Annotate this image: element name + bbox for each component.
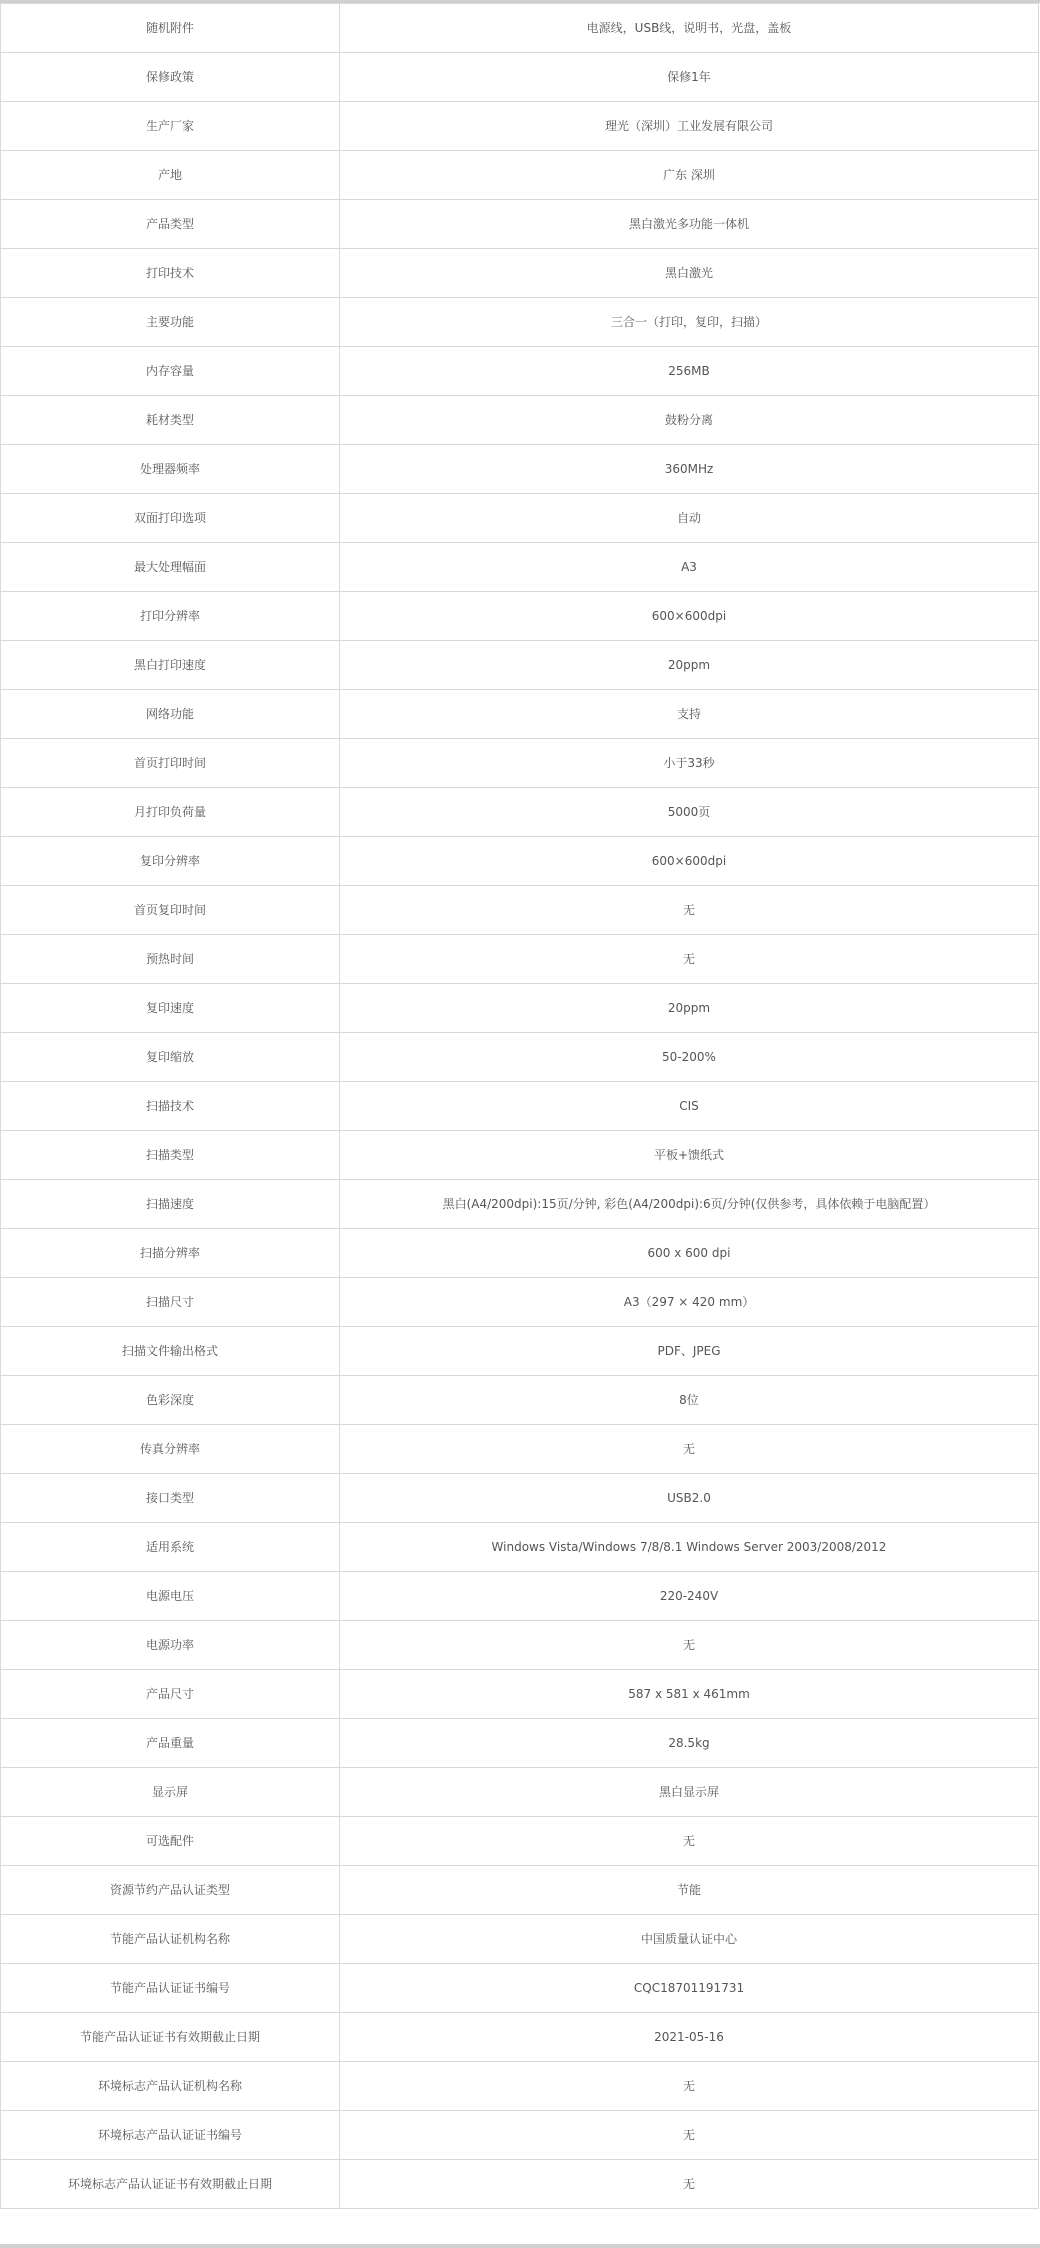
spec-name-cell: 复印速度 — [1, 984, 340, 1033]
spec-name-cell: 扫描技术 — [1, 1082, 340, 1131]
table-row — [1, 1866, 1039, 1915]
spec-name-cell: 最大处理幅面 — [1, 543, 340, 592]
spec-value-cell: 黑白(A4/200dpi):15页/分钟, 彩色(A4/200dpi):6页/分钟(仅供参考，具体依赖于电脑配置） — [340, 1180, 1039, 1229]
table-row — [1, 1572, 1039, 1621]
table-row — [1, 641, 1039, 690]
spec-value-cell: 三合一（打印，复印，扫描） — [340, 298, 1039, 347]
table-row — [1, 1033, 1039, 1082]
table-row — [1, 1180, 1039, 1229]
spec-value-cell: 600 x 600 dpi — [340, 1229, 1039, 1278]
table-row — [1, 1523, 1039, 1572]
table-row — [1, 739, 1039, 788]
spec-name-cell: 产地 — [1, 151, 340, 200]
spec-name-cell: 处理器频率 — [1, 445, 340, 494]
spec-value-cell: 中国质量认证中心 — [340, 1915, 1039, 1964]
spec-name-cell: 显示屏 — [1, 1768, 340, 1817]
table-row — [1, 1817, 1039, 1866]
spec-name-cell: 双面打印选项 — [1, 494, 340, 543]
spec-value-cell: USB2.0 — [340, 1474, 1039, 1523]
spec-value-cell: 黑白显示屏 — [340, 1768, 1039, 1817]
spec-name-cell: 接口类型 — [1, 1474, 340, 1523]
spec-value-cell: A3 — [340, 543, 1039, 592]
table-row — [1, 984, 1039, 1033]
table-row — [1, 2111, 1039, 2160]
spec-name-cell: 节能产品认证证书编号 — [1, 1964, 340, 2013]
spec-name-cell: 打印分辨率 — [1, 592, 340, 641]
spec-name-cell: 可选配件 — [1, 1817, 340, 1866]
spec-value-cell: 587 x 581 x 461mm — [340, 1670, 1039, 1719]
spec-value-cell: 5000页 — [340, 788, 1039, 837]
spec-value-cell: 20ppm — [340, 984, 1039, 1033]
table-row — [1, 53, 1039, 102]
table-row — [1, 102, 1039, 151]
table-row — [1, 837, 1039, 886]
spec-name-cell: 打印技术 — [1, 249, 340, 298]
spec-value-cell: 8位 — [340, 1376, 1039, 1425]
spec-value-cell: CQC18701191731 — [340, 1964, 1039, 2013]
spec-value-cell: 无 — [340, 2111, 1039, 2160]
table-row — [1, 494, 1039, 543]
table-row — [1, 886, 1039, 935]
table-row — [1, 788, 1039, 837]
spec-value-cell: 256MB — [340, 347, 1039, 396]
table-row — [1, 4, 1039, 53]
bottom-border — [0, 2244, 1040, 2248]
table-row — [1, 543, 1039, 592]
spec-value-cell: 28.5kg — [340, 1719, 1039, 1768]
spec-value-cell: 50-200% — [340, 1033, 1039, 1082]
table-row — [1, 445, 1039, 494]
spec-name-cell: 预热时间 — [1, 935, 340, 984]
table-row — [1, 1474, 1039, 1523]
spec-value-cell: 小于33秒 — [340, 739, 1039, 788]
spec-value-cell: 节能 — [340, 1866, 1039, 1915]
spec-table — [0, 3, 1039, 2209]
table-row — [1, 249, 1039, 298]
spec-name-cell: 节能产品认证证书有效期截止日期 — [1, 2013, 340, 2062]
table-row — [1, 2160, 1039, 2209]
spec-value-cell: 电源线，USB线，说明书，光盘，盖板 — [340, 4, 1039, 53]
table-row — [1, 1964, 1039, 2013]
spec-name-cell: 产品尺寸 — [1, 1670, 340, 1719]
spec-name-cell: 耗材类型 — [1, 396, 340, 445]
spec-name-cell: 节能产品认证机构名称 — [1, 1915, 340, 1964]
spec-value-cell: 无 — [340, 2160, 1039, 2209]
spec-value-cell: 无 — [340, 2062, 1039, 2111]
spec-value-cell: 保修1年 — [340, 53, 1039, 102]
table-row — [1, 1915, 1039, 1964]
table-row — [1, 592, 1039, 641]
spec-name-cell: 传真分辨率 — [1, 1425, 340, 1474]
table-row — [1, 1621, 1039, 1670]
spec-name-cell: 资源节约产品认证类型 — [1, 1866, 340, 1915]
spec-name-cell: 内存容量 — [1, 347, 340, 396]
spec-name-cell: 首页复印时间 — [1, 886, 340, 935]
table-row — [1, 2062, 1039, 2111]
table-row — [1, 1425, 1039, 1474]
spec-name-cell: 产品重量 — [1, 1719, 340, 1768]
table-row — [1, 151, 1039, 200]
spec-value-cell: 支持 — [340, 690, 1039, 739]
spec-name-cell: 扫描分辨率 — [1, 1229, 340, 1278]
spec-value-cell: 平板+馈纸式 — [340, 1131, 1039, 1180]
spec-value-cell: 360MHz — [340, 445, 1039, 494]
table-row — [1, 1376, 1039, 1425]
spec-value-cell: 600×600dpi — [340, 592, 1039, 641]
spec-name-cell: 随机附件 — [1, 4, 340, 53]
spec-value-cell: 无 — [340, 886, 1039, 935]
spec-name-cell: 环境标志产品认证证书有效期截止日期 — [1, 2160, 340, 2209]
spec-name-cell: 扫描尺寸 — [1, 1278, 340, 1327]
spec-name-cell: 环境标志产品认证证书编号 — [1, 2111, 340, 2160]
spec-name-cell: 网络功能 — [1, 690, 340, 739]
spec-name-cell: 复印分辨率 — [1, 837, 340, 886]
table-row — [1, 298, 1039, 347]
spec-value-cell: 无 — [340, 1817, 1039, 1866]
spec-name-cell: 首页打印时间 — [1, 739, 340, 788]
spec-value-cell: PDF、JPEG — [340, 1327, 1039, 1376]
spec-name-cell: 扫描类型 — [1, 1131, 340, 1180]
spec-name-cell: 电源电压 — [1, 1572, 340, 1621]
spec-value-cell: 广东 深圳 — [340, 151, 1039, 200]
spec-value-cell: 黑白激光多功能一体机 — [340, 200, 1039, 249]
table-row — [1, 1131, 1039, 1180]
spec-name-cell: 月打印负荷量 — [1, 788, 340, 837]
table-row — [1, 1768, 1039, 1817]
spec-value-cell: Windows Vista/Windows 7/8/8.1 Windows Server 2003/2008/2012 — [340, 1523, 1039, 1572]
spec-value-cell: 黑白激光 — [340, 249, 1039, 298]
spec-table-body — [1, 4, 1039, 2209]
spec-value-cell: A3（297 × 420 mm） — [340, 1278, 1039, 1327]
table-row — [1, 935, 1039, 984]
table-row — [1, 347, 1039, 396]
spec-name-cell: 扫描文件输出格式 — [1, 1327, 340, 1376]
spec-name-cell: 电源功率 — [1, 1621, 340, 1670]
table-row — [1, 200, 1039, 249]
spec-name-cell: 保修政策 — [1, 53, 340, 102]
spec-value-cell: 鼓粉分离 — [340, 396, 1039, 445]
table-row — [1, 1670, 1039, 1719]
spec-value-cell: 自动 — [340, 494, 1039, 543]
spec-name-cell: 色彩深度 — [1, 1376, 340, 1425]
spec-name-cell: 生产厂家 — [1, 102, 340, 151]
spec-value-cell: 无 — [340, 1425, 1039, 1474]
table-row — [1, 2013, 1039, 2062]
table-row — [1, 396, 1039, 445]
spec-value-cell: 2021-05-16 — [340, 2013, 1039, 2062]
spec-name-cell: 扫描速度 — [1, 1180, 340, 1229]
spec-value-cell: 600×600dpi — [340, 837, 1039, 886]
table-row — [1, 1719, 1039, 1768]
table-row — [1, 1278, 1039, 1327]
table-row — [1, 690, 1039, 739]
spec-name-cell: 环境标志产品认证机构名称 — [1, 2062, 340, 2111]
spec-value-cell: 无 — [340, 1621, 1039, 1670]
table-row — [1, 1229, 1039, 1278]
spec-name-cell: 适用系统 — [1, 1523, 340, 1572]
table-row — [1, 1327, 1039, 1376]
table-row — [1, 1082, 1039, 1131]
spec-value-cell: 220-240V — [340, 1572, 1039, 1621]
spec-name-cell: 黑白打印速度 — [1, 641, 340, 690]
spec-name-cell: 复印缩放 — [1, 1033, 340, 1082]
spec-value-cell: 无 — [340, 935, 1039, 984]
spec-value-cell: 20ppm — [340, 641, 1039, 690]
spec-value-cell: 理光（深圳）工业发展有限公司 — [340, 102, 1039, 151]
spec-name-cell: 主要功能 — [1, 298, 340, 347]
spec-name-cell: 产品类型 — [1, 200, 340, 249]
spec-value-cell: CIS — [340, 1082, 1039, 1131]
